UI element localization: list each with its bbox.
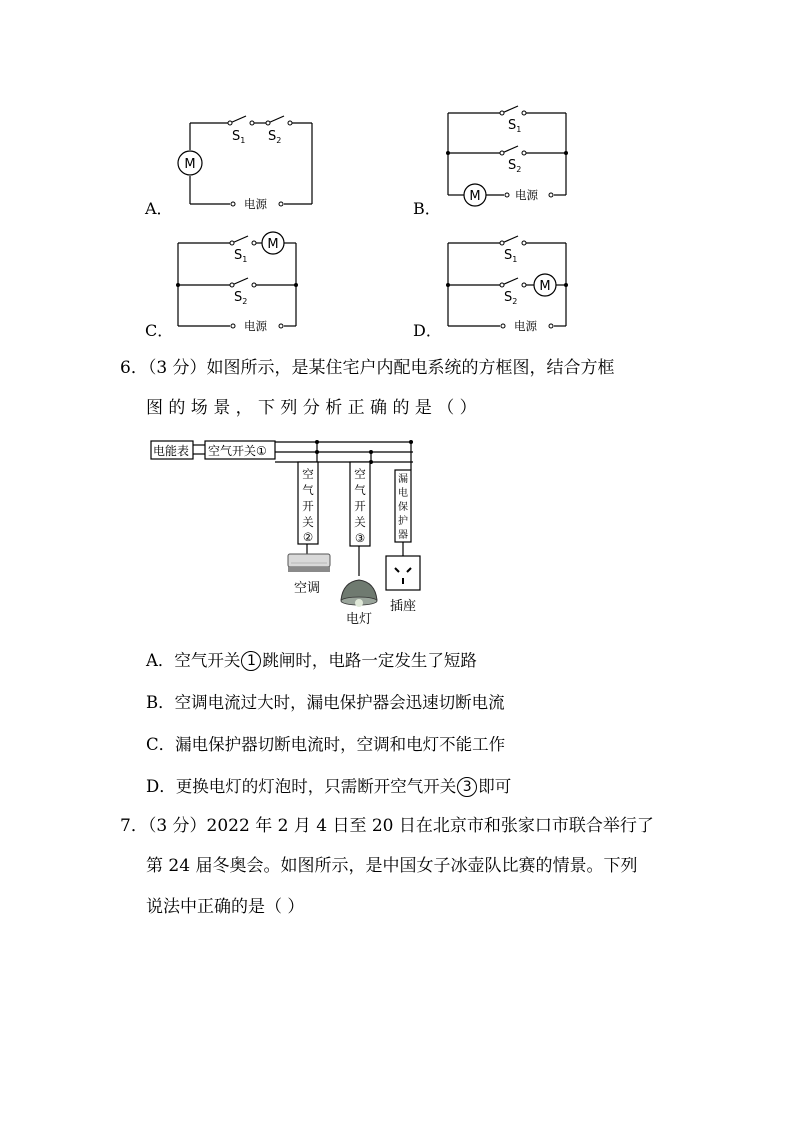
svg-text:关: 关 <box>302 515 314 529</box>
svg-text:护: 护 <box>398 516 408 527</box>
svg-text:M: M <box>267 237 279 252</box>
svg-text:空: 空 <box>354 467 366 481</box>
q6-stem-line2: 图 的 场 景 ， 下 列 分 析 正 确 的 是 （ ） <box>146 398 477 418</box>
svg-text:S1: $S_1$ <box>234 248 248 264</box>
circuit-diagram-a <box>170 108 330 218</box>
svg-text:②: ② <box>302 530 314 544</box>
svg-text:器: 器 <box>398 530 408 541</box>
svg-text:S2: $S_2$ <box>268 129 282 145</box>
switch3-label <box>354 467 366 545</box>
circuit-diagram-c <box>170 228 310 340</box>
socket-label: 插座 <box>390 599 417 614</box>
motor-label: M <box>184 157 196 172</box>
q7-stem-line3: 说法中正确的是（ ） <box>146 897 305 917</box>
q7-stem-line2: 第 24 届冬奥会。如图所示，是中国女子冰壶队比赛的情景。下列 <box>146 856 638 876</box>
socket-icon <box>386 556 420 590</box>
q6-option-c: C．漏电保护器切断电流时，空调和电灯不能工作 <box>146 735 506 754</box>
option-b-letter: B． <box>413 199 441 218</box>
svg-text:S1: $S_1$ <box>232 129 246 145</box>
rcd-label <box>398 473 408 541</box>
ac-label: 空调 <box>294 581 321 596</box>
air-conditioner-icon <box>288 554 330 572</box>
svg-text:电源: 电源 <box>515 188 538 202</box>
svg-text:气: 气 <box>302 483 314 497</box>
circuit-diagram-b <box>438 100 578 212</box>
lamp-label: 电灯 <box>346 612 373 627</box>
switch2-label <box>302 467 314 544</box>
svg-text:开: 开 <box>302 499 314 513</box>
q6-option-a: A．空气开关 1 跳闸时，电路一定发生了短路 <box>146 651 477 670</box>
circled-number-1: 1 <box>241 651 261 671</box>
svg-text:电源: 电源 <box>244 319 267 333</box>
svg-text:M: M <box>469 189 481 204</box>
lamp-icon <box>341 580 377 607</box>
svg-text:S2: $S_2$ <box>234 290 248 306</box>
distribution-box-diagram <box>145 436 435 632</box>
q6-option-d: D．更换电灯的灯泡时，只需断开空气开关 3 即可 <box>146 777 512 796</box>
circled-number-3: 3 <box>457 777 477 797</box>
svg-text:关: 关 <box>354 515 366 529</box>
svg-text:保: 保 <box>398 502 408 513</box>
svg-text:开: 开 <box>354 499 366 513</box>
svg-text:M: M <box>539 279 551 294</box>
q6-option-b: B．空调电流过大时，漏电保护器会迅速切断电流 <box>146 693 505 712</box>
power-source-label: 电源 <box>244 197 267 211</box>
meter-label: 电能表 <box>153 444 190 458</box>
svg-text:电: 电 <box>398 488 408 499</box>
circuit-diagram-d <box>440 228 580 340</box>
svg-text:空: 空 <box>302 467 314 481</box>
q7-stem-line1: 7．（3 分）2022 年 2 月 4 日至 20 日在北京市和张家口市联合举行了 <box>120 816 654 836</box>
svg-text:S1: $S_1$ <box>504 248 518 264</box>
main-switch-label: 空气开关① <box>208 444 267 458</box>
svg-text:S1: $S_1$ <box>508 118 522 134</box>
svg-text:电源: 电源 <box>514 319 537 333</box>
option-d-letter: D． <box>413 321 442 340</box>
q6-stem-line1: 6．（3 分）如图所示，是某住宅户内配电系统的方框图，结合方框 <box>120 358 615 378</box>
svg-text:③: ③ <box>354 531 366 545</box>
option-c-letter: C． <box>145 321 174 340</box>
svg-text:气: 气 <box>354 483 366 497</box>
svg-text:S2: $S_2$ <box>504 290 518 306</box>
svg-text:漏: 漏 <box>398 474 408 485</box>
option-a-letter: A． <box>145 199 173 218</box>
svg-text:S2: $S_2$ <box>508 158 522 174</box>
